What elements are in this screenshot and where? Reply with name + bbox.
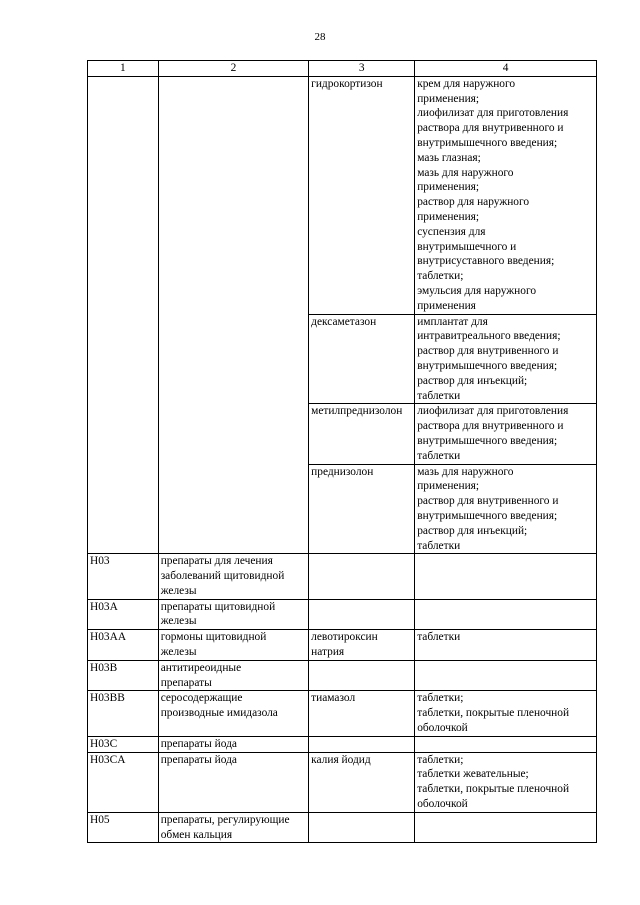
cell-line: раствор для инъекций; xyxy=(417,524,528,537)
cell-line: раствора для внутривенного и xyxy=(417,122,564,135)
cell-line: таблетки xyxy=(417,631,461,644)
cell-line: железы xyxy=(160,584,197,597)
group-name-cell xyxy=(158,599,308,630)
table-row xyxy=(88,691,597,736)
table-header-row xyxy=(88,61,597,77)
cell-line: таблетки; xyxy=(417,270,464,283)
table-row xyxy=(88,752,597,812)
cell-line: мазь глазная; xyxy=(417,151,481,164)
cell-line: железы xyxy=(160,646,197,659)
code-cell: H03C xyxy=(88,736,159,752)
dosage-forms-cell xyxy=(415,554,597,599)
cell-line: мазь для наружного xyxy=(417,166,514,179)
cell-line: заболеваний щитовидной xyxy=(160,570,285,583)
cell-line: раствор для внутривенного и xyxy=(417,345,559,358)
dosage-forms-cell xyxy=(415,599,597,630)
cell-line: внутримышечного и xyxy=(417,240,517,253)
cell-line: препараты для лечения xyxy=(160,555,273,568)
dosage-forms-cell xyxy=(415,812,597,843)
code-cell: H03CA xyxy=(88,752,159,812)
cell-line: препараты, регулирующие xyxy=(160,813,290,826)
table-row xyxy=(88,76,597,314)
cell-line: таблетки; xyxy=(417,692,464,705)
cell-line: таблетки жевательные; xyxy=(417,768,529,781)
group-name-cell xyxy=(158,752,308,812)
column-header-2: 2 xyxy=(158,61,308,77)
drug-cell xyxy=(309,630,415,661)
code-cell: H03AA xyxy=(88,630,159,661)
dosage-forms-cell xyxy=(415,736,597,752)
cell-line: метилпреднизолон xyxy=(311,405,403,418)
cell-line: гормоны щитовидной xyxy=(160,631,267,644)
drug-cell xyxy=(309,404,415,464)
cell-line: раствор для наружного xyxy=(417,196,530,209)
cell-line: мазь для наружного xyxy=(417,465,514,478)
drug-cell xyxy=(309,812,415,843)
page-number: 28 xyxy=(314,31,326,43)
cell-line: преднизолон xyxy=(311,465,374,478)
cell-line: внутримышечного введения; xyxy=(417,434,558,447)
drug-cell xyxy=(309,752,415,812)
drug-cell xyxy=(309,736,415,752)
group-name-cell xyxy=(158,76,308,554)
cell-line: лиофилизат для приготовления xyxy=(417,405,569,418)
cell-line: натрия xyxy=(311,646,345,659)
cell-line: гидрокортизон xyxy=(311,77,383,90)
drug-cell xyxy=(309,76,415,314)
column-header-3: 3 xyxy=(309,61,415,77)
cell-line: тиамазол xyxy=(311,692,356,705)
cell-line: левотироксин xyxy=(311,631,378,644)
code-cell: H03B xyxy=(88,660,159,691)
column-header-4: 4 xyxy=(415,61,597,77)
cell-line: внутримышечного введения; xyxy=(417,509,558,522)
drug-cell xyxy=(309,464,415,554)
cell-line: оболочкой xyxy=(417,722,468,735)
group-name-cell xyxy=(158,812,308,843)
cell-line: внутримышечного введения; xyxy=(417,136,558,149)
cell-line: применения; xyxy=(417,210,480,223)
code-cell: H03A xyxy=(88,599,159,630)
cell-line: имплантат для xyxy=(417,315,488,328)
dosage-forms-cell xyxy=(415,752,597,812)
cell-line: калия йодид xyxy=(311,753,371,766)
cell-line: серосодержащие xyxy=(160,692,243,705)
cell-line: препараты йода xyxy=(160,737,237,750)
dosage-forms-cell xyxy=(415,691,597,736)
column-header-1: 1 xyxy=(88,61,159,77)
cell-line: применения; xyxy=(417,181,480,194)
dosage-forms-cell xyxy=(415,404,597,464)
table-row xyxy=(88,660,597,691)
cell-line: раствора для внутривенного и xyxy=(417,420,564,433)
cell-line: применения; xyxy=(417,92,480,105)
dosage-forms-cell xyxy=(415,314,597,404)
table-row xyxy=(88,812,597,843)
group-name-cell xyxy=(158,630,308,661)
cell-line: интравитреального введения; xyxy=(417,330,561,343)
cell-line: применения; xyxy=(417,480,480,493)
cell-line: раствор для внутривенного и xyxy=(417,495,559,508)
drug-cell xyxy=(309,599,415,630)
cell-line: лиофилизат для приготовления xyxy=(417,107,569,120)
cell-line: антитиреоидные xyxy=(160,661,242,674)
cell-line: обмен кальция xyxy=(160,828,233,841)
cell-line: таблетки xyxy=(417,449,461,462)
group-name-cell xyxy=(158,660,308,691)
dosage-forms-cell xyxy=(415,464,597,554)
group-name-cell xyxy=(158,691,308,736)
cell-line: таблетки; xyxy=(417,753,464,766)
cell-line: дексаметазон xyxy=(311,315,377,328)
cell-line: крем для наружного xyxy=(417,77,516,90)
table-row xyxy=(88,630,597,661)
drug-cell xyxy=(309,554,415,599)
cell-line: суспензия для xyxy=(417,225,486,238)
cell-line: таблетки, покрытые пленочной xyxy=(417,707,570,720)
code-cell: H05 xyxy=(88,812,159,843)
cell-line: препараты йода xyxy=(160,753,237,766)
code-cell: H03 xyxy=(88,554,159,599)
group-name-cell xyxy=(158,554,308,599)
cell-line: оболочкой xyxy=(417,798,468,811)
table-row xyxy=(88,554,597,599)
cell-line: внутрисуставного введения; xyxy=(417,255,555,268)
cell-line: раствор для инъекций; xyxy=(417,374,528,387)
cell-line: эмульсия для наружного xyxy=(417,284,537,297)
table-row xyxy=(88,736,597,752)
dosage-forms-cell xyxy=(415,630,597,661)
cell-line: производные имидазола xyxy=(160,707,278,720)
code-cell: H03BB xyxy=(88,691,159,736)
cell-line: внутримышечного введения; xyxy=(417,359,558,372)
cell-line: препараты щитовидной xyxy=(160,600,276,613)
group-name-cell xyxy=(158,736,308,752)
drug-cell xyxy=(309,314,415,404)
dosage-forms-cell xyxy=(415,660,597,691)
drug-cell xyxy=(309,691,415,736)
cell-line: применения xyxy=(417,299,476,312)
cell-line: железы xyxy=(160,615,197,628)
table-row xyxy=(88,599,597,630)
dosage-forms-cell xyxy=(415,76,597,314)
cell-line: таблетки, покрытые пленочной xyxy=(417,783,570,796)
code-cell xyxy=(88,76,159,554)
drug-cell xyxy=(309,660,415,691)
cell-line: препараты xyxy=(160,676,212,689)
cell-line: таблетки xyxy=(417,539,461,552)
cell-line: таблетки xyxy=(417,389,461,402)
drug-table xyxy=(87,60,597,843)
